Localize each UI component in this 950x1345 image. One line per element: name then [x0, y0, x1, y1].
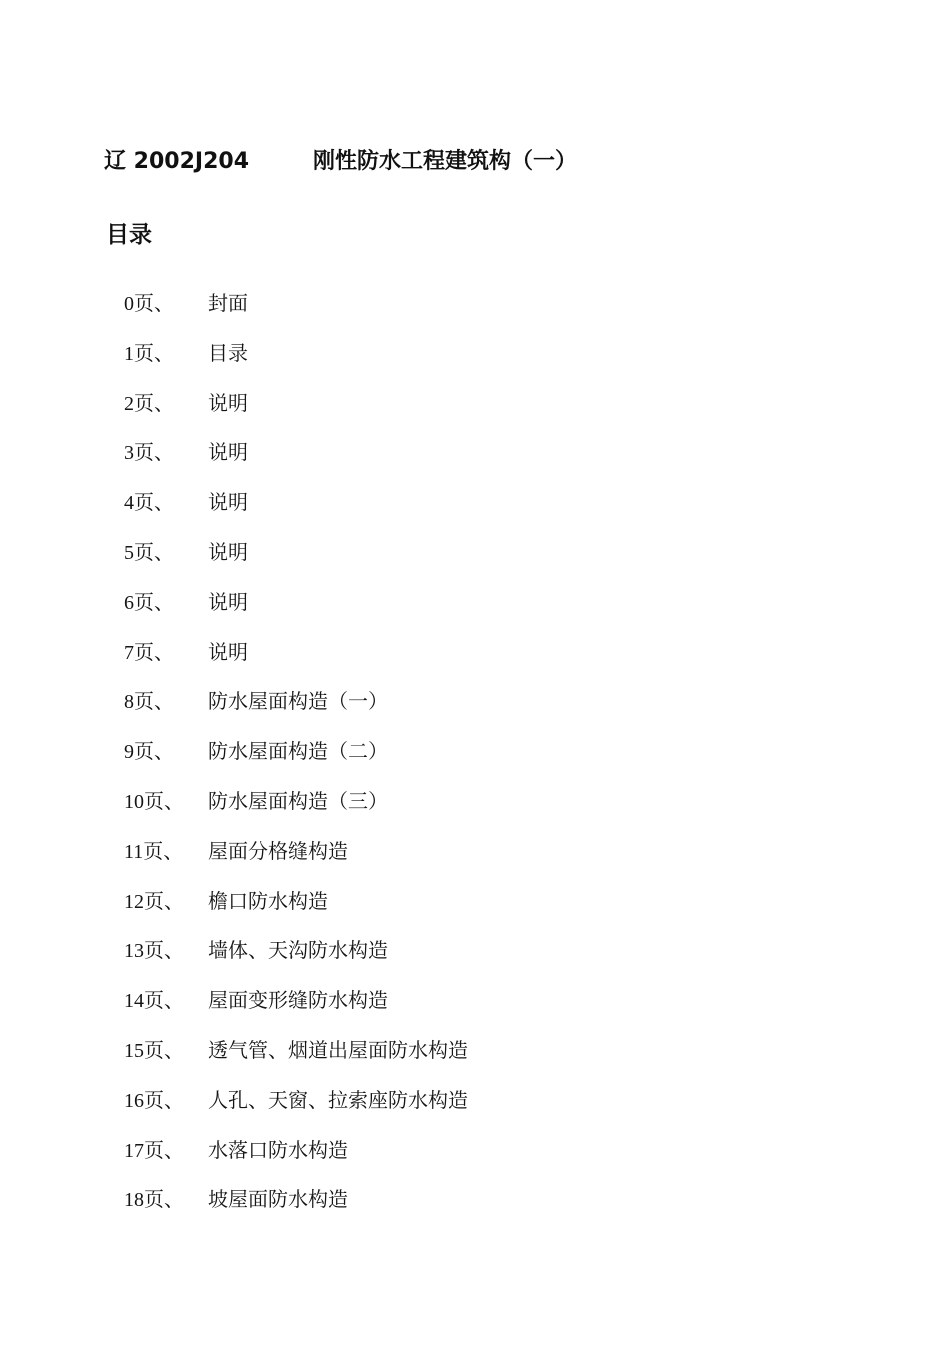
toc-entry	[0, 786, 950, 836]
toc-entry-title: 说明	[208, 392, 248, 415]
toc-page-number: 14页、	[124, 990, 184, 1013]
toc-page-number: 13页、	[124, 940, 184, 963]
toc-page-number: 6页、	[124, 591, 174, 614]
toc-page-number: 4页、	[124, 492, 174, 515]
toc-page-number: 0页、	[124, 293, 174, 315]
toc-entry-title: 说明	[208, 591, 248, 614]
toc-entry	[0, 1135, 950, 1185]
toc-entry	[0, 686, 950, 736]
toc-entry-title: 檐口防水构造	[208, 890, 328, 913]
toc-page-number: 2页、	[124, 392, 174, 415]
toc-page-number: 18页、	[124, 1189, 184, 1212]
document-title: 刚性防水工程建筑构（一）	[313, 149, 578, 174]
toc-entry	[0, 587, 950, 637]
toc-heading: 目录	[106, 222, 152, 248]
toc-page-number: 8页、	[124, 691, 174, 714]
toc-entry-title: 防水屋面构造（二）	[208, 741, 388, 764]
toc-entry-title: 屋面变形缝防水构造	[208, 990, 388, 1013]
toc-entry-title: 透气管、烟道出屋面防水构造	[208, 1039, 468, 1062]
toc-page-number: 7页、	[124, 641, 174, 664]
document-code: 辽 2002J204	[104, 149, 249, 174]
toc-page-number: 15页、	[124, 1039, 184, 1062]
toc-entry	[0, 288, 950, 338]
toc-entry	[0, 1085, 950, 1135]
toc-list	[0, 288, 950, 1234]
toc-page-number: 10页、	[124, 790, 184, 813]
toc-entry	[0, 487, 950, 537]
toc-page-number: 9页、	[124, 741, 174, 764]
toc-entry-title: 防水屋面构造（三）	[208, 790, 388, 813]
toc-entry	[0, 1035, 950, 1085]
toc-page-number: 12页、	[124, 890, 184, 913]
toc-entry-title: 人孔、天窗、拉索座防水构造	[208, 1089, 468, 1112]
toc-entry	[0, 338, 950, 388]
toc-entry	[0, 1184, 950, 1234]
toc-page-number: 17页、	[124, 1139, 184, 1162]
toc-entry-title: 屋面分格缝构造	[208, 840, 348, 863]
toc-entry-title: 封面	[208, 293, 248, 315]
toc-entry-title: 坡屋面防水构造	[208, 1189, 348, 1212]
toc-entry	[0, 537, 950, 587]
toc-entry	[0, 736, 950, 786]
toc-entry	[0, 935, 950, 985]
toc-entry-title: 目录	[208, 342, 248, 365]
toc-entry-title: 墙体、天沟防水构造	[208, 940, 388, 963]
toc-entry	[0, 985, 950, 1035]
toc-entry	[0, 437, 950, 487]
toc-entry	[0, 836, 950, 886]
toc-page-number: 16页、	[124, 1089, 184, 1112]
toc-entry-title: 说明	[208, 541, 248, 564]
toc-entry	[0, 388, 950, 438]
toc-entry	[0, 886, 950, 936]
toc-entry-title: 防水屋面构造（一）	[208, 691, 388, 714]
toc-entry	[0, 637, 950, 687]
toc-page-number: 11页、	[124, 840, 184, 863]
toc-page-number: 5页、	[124, 541, 174, 564]
toc-entry-title: 说明	[208, 641, 248, 664]
toc-entry-title: 说明	[208, 492, 248, 515]
toc-page-number: 3页、	[124, 442, 174, 465]
toc-entry-title: 说明	[208, 442, 248, 465]
toc-page-number: 1页、	[124, 342, 174, 365]
toc-entry-title: 水落口防水构造	[208, 1139, 348, 1162]
